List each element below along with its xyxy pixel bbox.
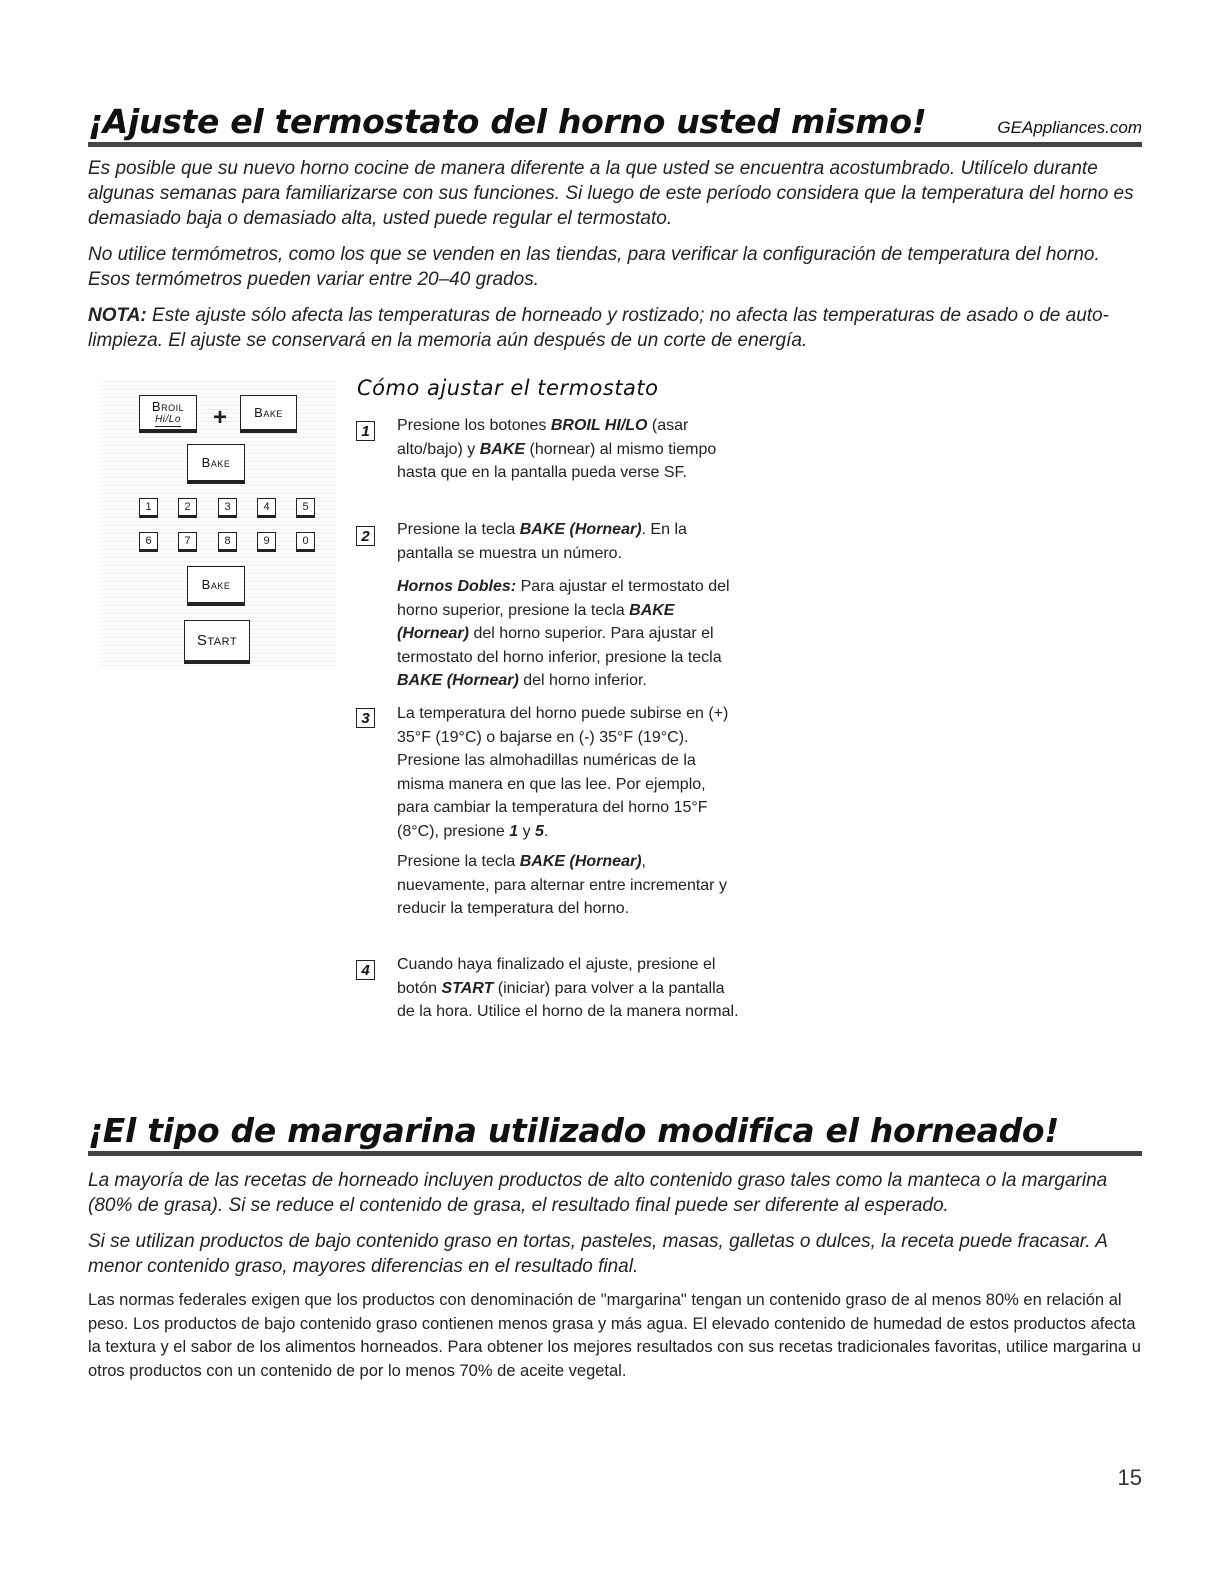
digit-key: 3	[218, 498, 237, 518]
note-text: Este ajuste sólo afecta las temperaturas de horneado y rostizado; no afecta las temperaturas de asado o de auto-limpieza. El ajuste se conservará en la memoria aún después de un corte de energía.	[88, 305, 1109, 351]
broil-key-sublabel: Hi/Lo	[155, 413, 181, 425]
broil-key-label: Broil	[151, 398, 185, 414]
note-paragraph	[88, 303, 1143, 353]
section-2-rule	[88, 1151, 1142, 1156]
step-number-box: 2	[356, 526, 375, 546]
title-rule	[88, 142, 1142, 147]
note-label: NOTA:	[88, 305, 147, 326]
bake-key-top: Bake	[240, 395, 297, 433]
step-2-text: Presione la tecla BAKE (Hornear). En la pantalla se muestra un número.	[397, 521, 687, 562]
control-panel-illustration	[100, 378, 336, 666]
margarine-paragraph-2: Si se utilizan productos de bajo contenido graso en tortas, pasteles, masas, galletas o dulces, la receta puede fracasar. A menor contenido graso, mayores diferencias en el resultado final.	[88, 1231, 1108, 1277]
start-key: Start	[184, 620, 250, 664]
plus-sign: +	[213, 404, 228, 431]
intro-paragraph-2: No utilice termómetros, como los que se venden en las tiendas, para verificar la configuración de temperatura del horno. Esos termómetros pueden variar entre 20–40 grados.	[88, 244, 1100, 290]
digit-key: 8	[218, 532, 237, 552]
intro-paragraph-1: Es posible que su nuevo horno cocine de manera diferente a la que usted se encuentra acostumbrado. Utilícelo durante algunas semanas para familiarizarse con sus funciones. Si luego de este período considera que la temperatura del horno es demasiado baja o demasiado alta, usted puede regular el termostato.	[88, 158, 1134, 229]
section-2-title: ¡El tipo de margarina utilizado modifica el horneado!	[88, 1111, 1060, 1150]
digit-key: 9	[257, 532, 276, 552]
step-1-text: Presione los botones BROIL HI/LO (asar alto/bajo) y BAKE (hornear) al mismo tiempo hasta que en la pantalla pueda verse SF.	[397, 417, 717, 481]
page-number: 15	[1117, 1465, 1142, 1490]
bake-key-middle: Bake	[187, 444, 245, 484]
step-number-box: 3	[356, 708, 375, 728]
digit-key: 1	[139, 498, 158, 518]
digit-key: 6	[139, 532, 158, 552]
digit-key: 7	[178, 532, 197, 552]
margarine-paragraph-3: Las normas federales exigen que los productos con denominación de "margarina" tengan un contenido graso de al menos 80% en relación al peso. Los productos de bajo contenido graso contienen menos grasa y más agua. El elevado contenido de humedad de estos productos afecta la textura y el sabor de los alimentos horneados. Para obtener los mejores resultados con sus recetas tradicionales favoritas, utilice margarina u otros productos con un contenido de por lo menos 70% de aceite vegetal.	[88, 1291, 1141, 1380]
bake-key-bottom: Bake	[187, 566, 245, 606]
margarine-paragraph-1: La mayoría de las recetas de horneado incluyen productos de alto contenido graso tales como la manteca o la margarina (80% de grasa). Si se reduce el contenido de grasa, el resultado final puede ser diferente al esperado.	[88, 1170, 1108, 1216]
step-number-box: 1	[356, 421, 375, 441]
broil-hi-lo-key	[139, 395, 197, 433]
step-number-box: 4	[356, 960, 375, 980]
page-title: ¡Ajuste el termostato del horno usted mismo!	[88, 102, 927, 141]
digit-key: 5	[296, 498, 315, 518]
digit-key: 2	[178, 498, 197, 518]
howto-heading: Cómo ajustar el termostato	[357, 376, 659, 400]
digit-key: 4	[257, 498, 276, 518]
step-3-text: La temperatura del horno puede subirse en (+) 35°F (19°C) o bajarse en (-) 35°F (19°C). Presione las almohadillas numéricas de la misma manera en que las lee. Por ejemplo, para cambiar la temperatura del horno 15°F (8°C), presione 1 y 5.	[397, 705, 729, 840]
step-3-continuation: Presione la tecla BAKE (Hornear), nuevamente, para alternar entre incrementar y reducir la temperatura del horno.	[397, 853, 727, 917]
website-label: GEAppliances.com	[997, 118, 1142, 137]
double-ovens-note: Hornos Dobles: Para ajustar el termostato del horno superior, presione la tecla BAKE (Hornear) del horno superior. Para ajustar el termostato del horno inferior, presione la tecla BAKE (Hornear) del horno inferior.	[397, 578, 730, 689]
digit-key: 0	[296, 532, 315, 552]
step-4-text: Cuando haya finalizado el ajuste, presione el botón START (iniciar) para volver a la pantalla de la hora. Utilice el horno de la manera normal.	[397, 956, 739, 1020]
